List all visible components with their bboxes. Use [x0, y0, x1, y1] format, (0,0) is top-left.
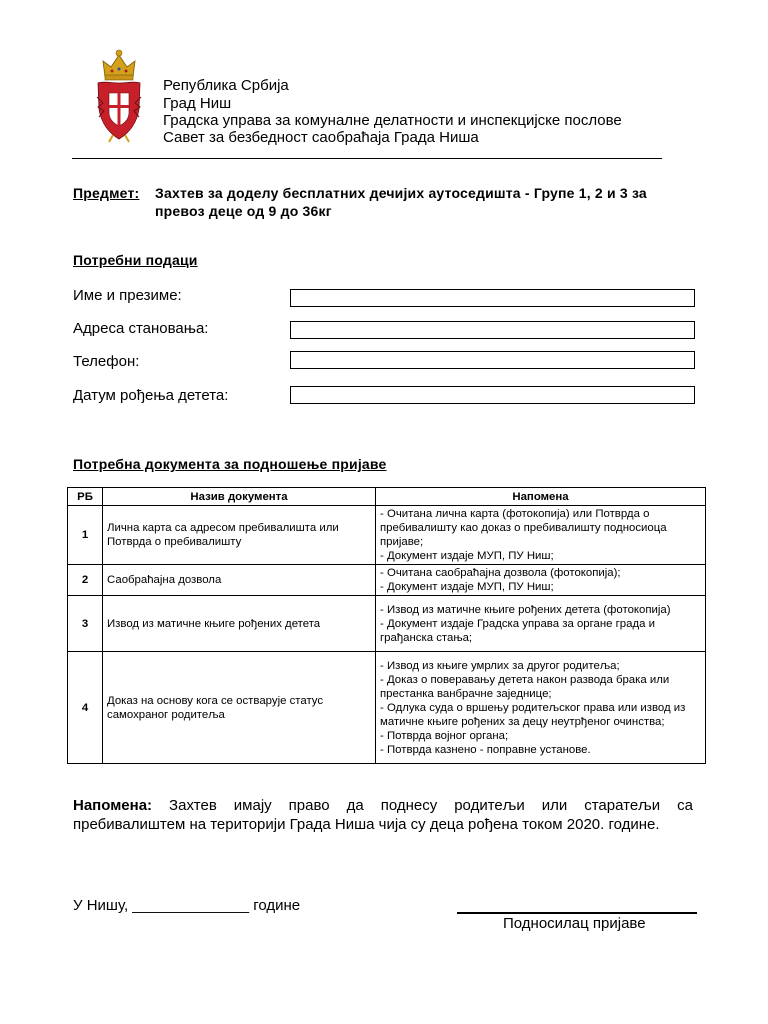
header-line-country: Република Србија: [163, 77, 289, 94]
note-text: Захтев имају право да поднесу родитељи или старатељи са пребивалиштем на територији Града Ниша чија су деца рођена током 2020. године.: [73, 797, 693, 833]
coat-of-arms-icon: [95, 47, 143, 143]
signature-label: Подносилац пријаве: [503, 915, 646, 932]
document-name: Доказ на основу кога се остварује статус самохраног родитеља: [103, 652, 376, 764]
table-header-row: [68, 488, 706, 506]
header-line-city: Град Ниш: [163, 95, 232, 112]
row-number: 2: [68, 565, 103, 596]
document-name: Саобраћајна дозвола: [103, 565, 376, 596]
signature-line: [457, 912, 697, 914]
column-header-document-name: Назив документа: [103, 488, 376, 506]
full-name-field[interactable]: [290, 289, 695, 307]
column-header-note: Напомена: [376, 488, 706, 506]
child-birthdate-label: Датум рођења детета:: [73, 387, 229, 404]
subject-line-1: Захтев за доделу бесплатних дечијих аутоседишта - Групе 1, 2 и 3 за: [155, 185, 647, 201]
documents-heading: Потребна документа за подношење пријаве: [73, 456, 387, 472]
child-birthdate-field[interactable]: [290, 386, 695, 404]
document-name: Лична карта са адресом пребивалишта или Потврда о пребивалишту: [103, 506, 376, 565]
table-row: [68, 506, 706, 565]
document-note: - Очитана лична карта (фотокопија) или Потврда о пребивалишту као доказ о пребивалишту подносиоца пријаве; - Документ издаје МУП, ПУ Ниш;: [376, 506, 706, 565]
subject-block: [73, 184, 139, 203]
phone-label: Телефон:: [73, 353, 140, 370]
required-data-heading: Потребни подаци: [73, 252, 198, 268]
full-name-label: Име и презиме:: [73, 287, 182, 304]
table-row: [68, 596, 706, 652]
document-note: - Извод из књиге умрлих за другог родитеља; - Доказ о поверавању детета након развода брака или престанка ванбрачне заједнице; - Одлука суда о вршењу родитељског права или извод из матичне књиге рођених за децу неутрђеног очинства; - Потврда војног органа; - Потврда казнено - поправне установе.: [376, 652, 706, 764]
address-field[interactable]: [290, 321, 695, 339]
header-divider: [72, 158, 662, 159]
document-note: - Извод из матичне књиге рођених детета (фотокопија) - Документ издаје Градска управа за органе града и грађанска стања;: [376, 596, 706, 652]
document-name: Извод из матичне књиге рођених детета: [103, 596, 376, 652]
note-label: Напомена:: [73, 797, 153, 814]
documents-table: [67, 487, 706, 764]
table-row: [68, 652, 706, 764]
address-label: Адреса становања:: [73, 320, 209, 337]
table-row: [68, 565, 706, 596]
document-note: - Очитана саобраћајна дозвола (фотокопија); - Документ издаје МУП, ПУ Ниш;: [376, 565, 706, 596]
row-number: 3: [68, 596, 103, 652]
column-header-number: РБ: [68, 488, 103, 506]
header-line-council: Савет за безбедност саобраћаја Града Ниша: [163, 129, 479, 146]
header-line-department: Градска управа за комуналне делатности и инспекцијске послове: [163, 112, 622, 129]
phone-field[interactable]: [290, 351, 695, 369]
subject-line-2: превоз деце од 9 до 36кг: [155, 203, 332, 219]
row-number: 1: [68, 506, 103, 565]
subject-label: Предмет:: [73, 185, 140, 201]
row-number: 4: [68, 652, 103, 764]
place-date-line: У Нишу, ______________ године: [73, 897, 301, 914]
note-paragraph: [73, 796, 693, 834]
